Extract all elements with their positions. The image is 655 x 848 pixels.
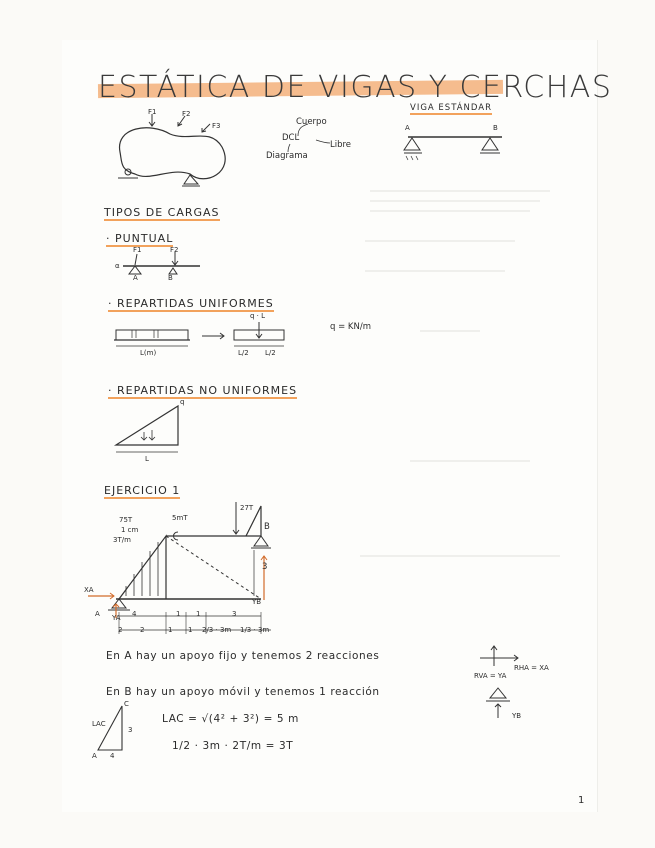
rep-no-uniformes-label — [108, 384, 297, 397]
ejercicio-heading: EJERCICIO 1 — [104, 484, 181, 497]
ej-force: 27T — [240, 504, 254, 512]
triangle-lac-diagram — [92, 700, 152, 760]
rep-uniformes-half2: L/2 — [265, 349, 276, 357]
rep-no-uniformes-q: q — [180, 398, 185, 406]
ej-xa: XA — [84, 586, 94, 594]
ej-line-apoyo-movil: En B hay un apoyo móvil y tenemos 1 reacción — [106, 686, 380, 698]
puntual-label — [106, 232, 173, 245]
dcl-connectors — [280, 122, 350, 162]
ej-moment: 5mT — [172, 514, 188, 522]
ej-dim-top-4: 3 — [232, 610, 237, 618]
ej-height: 3 — [262, 562, 268, 572]
viga-support-b: B — [493, 124, 498, 132]
page-number: 1 — [578, 795, 585, 806]
rep-no-uniformes-diagram — [112, 400, 192, 470]
dcl-libre: Libre — [330, 140, 352, 150]
force-label-f2: F2 — [182, 110, 191, 118]
ej-load-3t: 3T/m — [113, 536, 131, 544]
ej-dim-bottom-5: 2/3 · 3m — [202, 626, 232, 634]
rep-uniformes-label-text: · REPARTIDAS UNIFORMES — [108, 297, 274, 310]
triangle-lac: LAC — [92, 720, 106, 728]
page-title: ESTÁTICA DE VIGAS Y CERCHAS — [98, 70, 613, 105]
triangle-side: 3 — [128, 726, 133, 734]
ej-dim-top-2: 1 — [176, 610, 181, 618]
puntual-label-text: · PUNTUAL — [106, 232, 174, 245]
dcl-acronym: DCL — [282, 133, 300, 143]
puntual-alpha: α — [115, 262, 120, 270]
puntual-a: A — [133, 274, 138, 282]
reaction-a-h: RHA = XA — [514, 664, 549, 672]
triangle-c: C — [124, 700, 129, 708]
puntual-f2: F2 — [170, 246, 179, 254]
dcl-diagrama: Diagrama — [266, 151, 308, 161]
rep-uniformes-diagram — [112, 318, 292, 368]
title-block — [98, 70, 612, 105]
reaction-b-label: YB — [512, 712, 522, 720]
reaction-a-v: RVA = YA — [474, 672, 507, 680]
puntual-diagram — [115, 252, 205, 282]
tipos-cargas-heading: TIPOS DE CARGAS — [104, 206, 220, 219]
ej-dim-bottom-6: 1/3 · 3m — [240, 626, 270, 634]
rep-uniformes-length: L(m) — [140, 349, 157, 357]
ej-dim-bottom-4: 1 — [188, 626, 193, 634]
viga-estandar-heading: VIGA ESTÁNDAR — [410, 103, 493, 113]
rep-uniformes-half1: L/2 — [238, 349, 249, 357]
rep-no-uniformes-label-text: · REPARTIDAS NO UNIFORMES — [108, 384, 298, 397]
force-label-f3: F3 — [212, 122, 221, 130]
force-label-f1: F1 — [148, 108, 157, 116]
puntual-b: B — [168, 274, 173, 282]
ej-load-1cm: 1 cm — [121, 526, 139, 534]
ej-a: A — [95, 610, 100, 618]
ej-dim-bottom-3: 1 — [168, 626, 173, 634]
dcl-cuerpo: Cuerpo — [296, 117, 327, 127]
ej-load-75t: 75T — [119, 516, 133, 524]
ej-yb: YB — [252, 598, 262, 606]
rep-no-uniformes-length: L — [145, 455, 149, 463]
ej-ya: YA — [112, 614, 121, 622]
puntual-f1: F1 — [133, 246, 142, 254]
ej-dim-bottom-2: 2 — [140, 626, 145, 634]
ej-b: B — [264, 522, 270, 532]
ej-dim-top-3: 1 — [196, 610, 201, 618]
ej-dim-bottom-1: 2 — [118, 626, 123, 634]
formula-lac: LAC = √(4² + 3²) = 5 m — [162, 713, 299, 725]
rep-uniformes-label — [108, 297, 274, 310]
rep-uniformes-ql: q · L — [250, 312, 266, 320]
rep-uniformes-formula: q = KN/m — [330, 322, 371, 332]
triangle-base: 4 — [110, 752, 115, 760]
ej-dim-top-1: 4 — [132, 610, 137, 618]
free-body-diagram — [110, 112, 240, 202]
ej-line-apoyo-fijo: En A hay un apoyo fijo y tenemos 2 reacciones — [106, 650, 380, 662]
viga-support-a: A — [405, 124, 410, 132]
formula-load: 1/2 · 3m · 2T/m = 3T — [172, 740, 294, 752]
triangle-a: A — [92, 752, 97, 760]
